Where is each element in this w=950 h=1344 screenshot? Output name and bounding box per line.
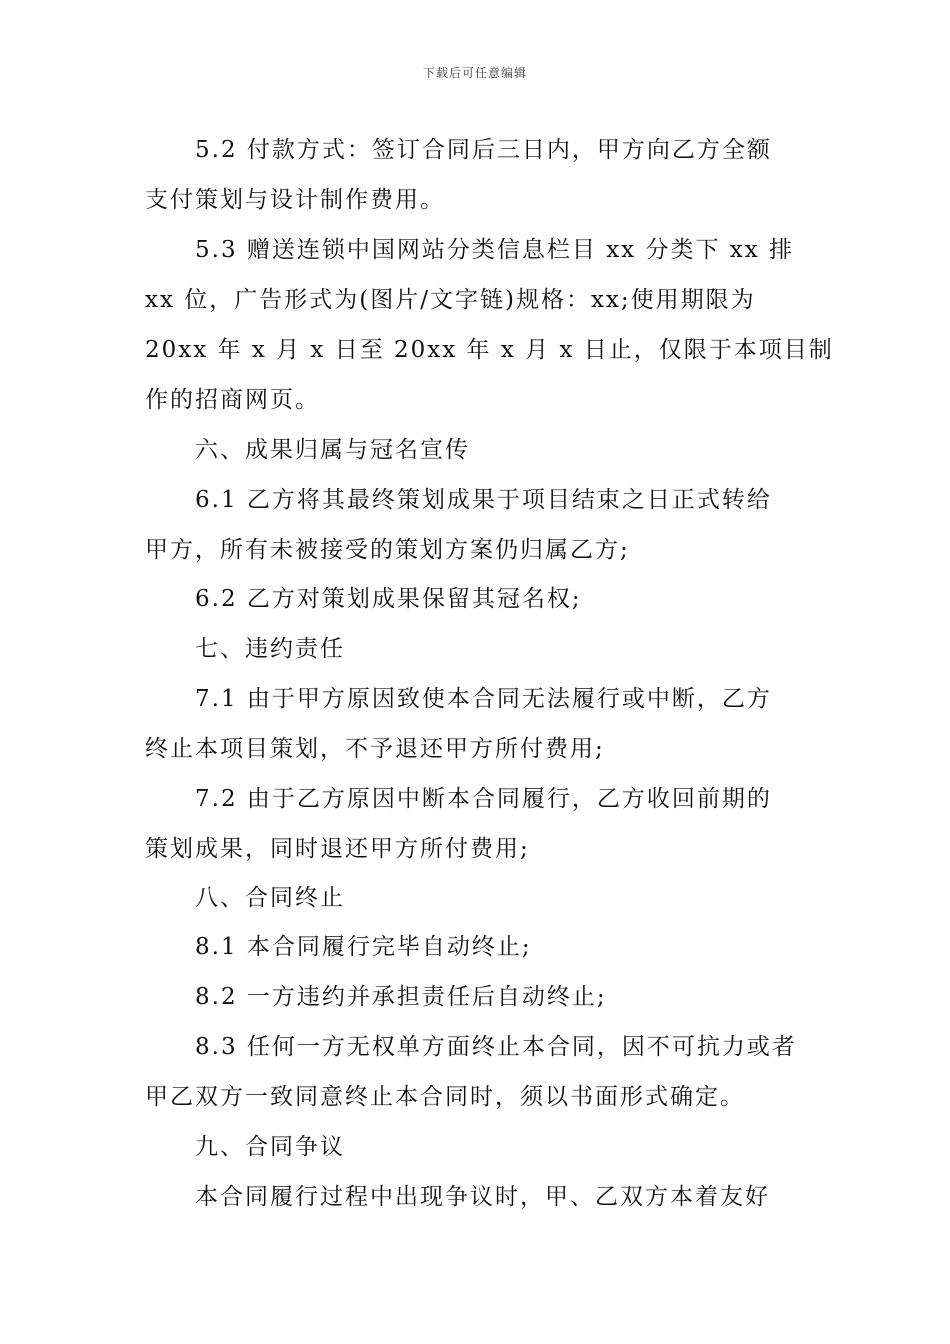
section-9-heading: 九、合同争议: [195, 1134, 345, 1160]
section-6-heading: 六、成果归属与冠名宣传: [195, 437, 470, 463]
page-header: 下载后可任意编辑: [422, 66, 527, 80]
clause-7-1-line-1: 7.1 由于甲方原因致使本合同无法履行或中断，乙方: [195, 686, 772, 712]
clause-7-2-line-2: 策划成果，同时退还甲方所付费用;: [145, 836, 530, 862]
clause-5-3-line-1: 5.3 赠送连锁中国网站分类信息栏目 xx 分类下 xx 排: [195, 237, 795, 263]
clause-8-3-line-2: 甲乙双方一致同意终止本合同时，须以书面形式确定。: [145, 1084, 745, 1110]
clause-5-3-line-2: xx 位，广告形式为(图片/文字链)规格：xx;使用期限为: [145, 287, 756, 313]
section-8-heading: 八、合同终止: [195, 885, 345, 911]
clause-8-2: 8.2 一方违约并承担责任后自动终止;: [195, 984, 607, 1010]
clause-5-3-line-3: 20xx 年 x 月 x 日至 20xx 年 x 月 x 日止，仅限于本项目制: [145, 337, 834, 363]
section-7-heading: 七、违约责任: [195, 636, 345, 662]
clause-8-3-line-1: 8.3 任何一方无权单方面终止本合同，因不可抗力或者: [195, 1034, 797, 1060]
section-9-paragraph-line-1: 本合同履行过程中出现争议时，甲、乙双方本着友好: [195, 1184, 770, 1210]
clause-8-1: 8.1 本合同履行完毕自动终止;: [195, 934, 532, 960]
clause-5-2-line-2: 支付策划与设计制作费用。: [145, 187, 445, 213]
clause-7-1-line-2: 终止本项目策划，不予退还甲方所付费用;: [145, 736, 605, 762]
clause-6-1-line-1: 6.1 乙方将其最终策划成果于项目结束之日正式转给: [195, 487, 772, 513]
clause-6-1-line-2: 甲方，所有未被接受的策划方案仍归属乙方;: [145, 537, 630, 563]
clause-5-3-line-4: 作的招商网页。: [145, 387, 320, 413]
clause-7-2-line-1: 7.2 由于乙方原因中断本合同履行，乙方收回前期的: [195, 786, 772, 812]
clause-6-2: 6.2 乙方对策划成果保留其冠名权;: [195, 586, 582, 612]
clause-5-2-line-1: 5.2 付款方式：签订合同后三日内，甲方向乙方全额: [195, 137, 772, 163]
